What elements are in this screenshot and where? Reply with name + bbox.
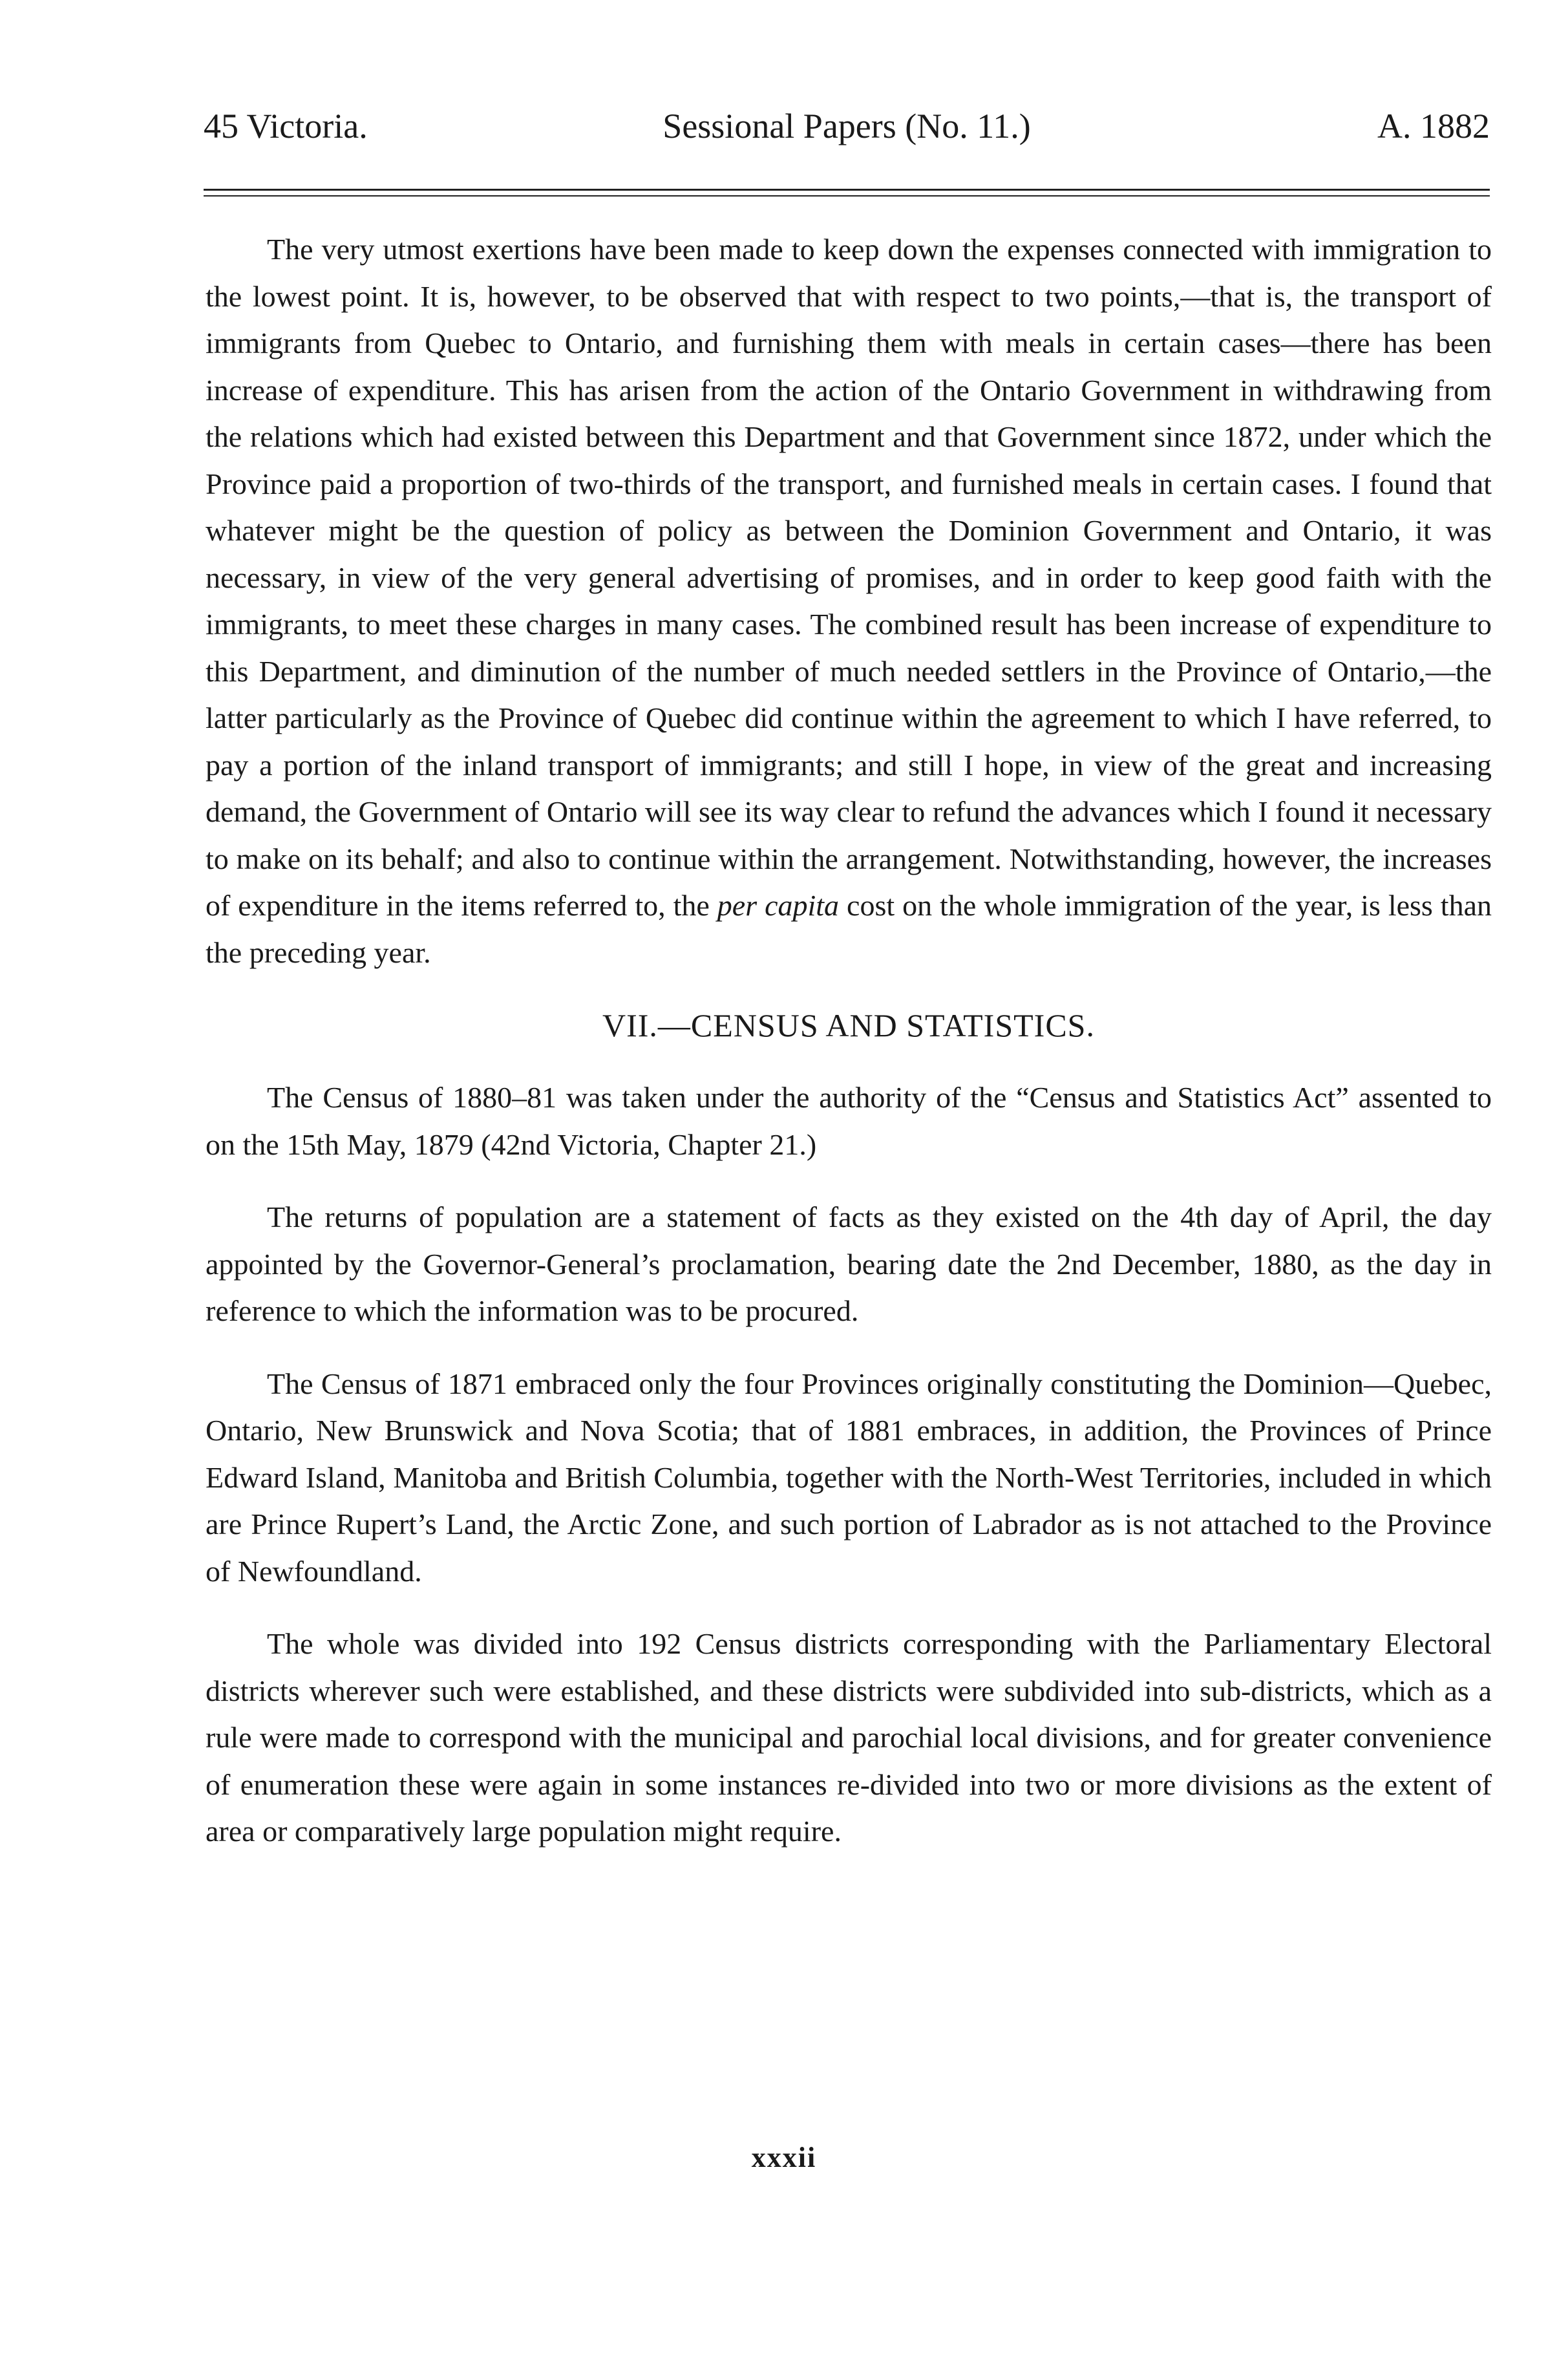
section-heading: VII.—CENSUS AND STATISTICS. [602, 1007, 1095, 1043]
paragraph-population-returns: The returns of population are a statement of facts as they existed on the 4th day of April, the day appointed by the Governor-General’s proclamation, bearing date the 2nd December, 1880, as the day in reference to which the information was to be procured. [206, 1200, 1492, 1327]
paragraph-census-act: The Census of 1880–81 was taken under the authority of the “Census and Statistics Act” assented to on the 15th May, 1879 (42nd Victoria, Chapter 21.) [206, 1081, 1492, 1161]
header-title: Sessional Papers (No. 11.) [662, 107, 1031, 145]
paragraph-text: cost on the whole immigration of the year, is less than the preceding year. [206, 889, 1492, 969]
paragraph-immigration-expenses [206, 226, 1492, 976]
header-year: A. 1882 [1377, 107, 1490, 145]
body-text [206, 226, 1492, 1855]
header-session: 45 Victoria. [204, 107, 368, 145]
page-number: xxxii [751, 2142, 817, 2173]
header-rule-secondary [204, 195, 1490, 197]
running-header [204, 97, 1490, 155]
paragraph-districts: The whole was divided into 192 Census districts corresponding with the Parliamentary Electoral districts wherever such were established, and these districts were subdivided into sub-districts, which as a rule were made to correspond with the municipal and parochial local divisions, and for greater convenience of enumeration these were again in some instances re-divided into two or more divisions as the extent of area or comparatively large population might require. [206, 1627, 1492, 1848]
italic-phrase: per capita [717, 889, 840, 922]
paragraph-provinces: The Census of 1871 embraced only the four Provinces originally constituting the Dominion—Quebec, Ontario, New Brunswick and Nova Scotia; that of 1881 embraces, in addition, the Provinces of Prince Edward Island, Manitoba and British Columbia, together with the North-West Territories, included in which are Prince Rupert’s Land, the Arctic Zone, and such portion of Labrador as is not attached to the Province of Newfoundland. [206, 1367, 1492, 1588]
paragraph-text: The very utmost exertions have been made to keep down the expenses connected with immigration to the lowest point. It is, however, to be observed that with respect to two points,—that is, the transport of immigrants from Quebec to Ontario, and furnishing them with meals in certain cases—there has been increase of expenditure. This has arisen from the action of the Ontario Government in withdrawing from the relations which had existed between this Department and that Government since 1872, under which the Province paid a proportion of two-thirds of the transport, and furnished meals in certain cases. I found that whatever might be the question of policy as between the Dominion Government and Ontario, it was necessary, in view of the very general advertising of promises, and in order to keep good faith with the immigrants, to meet these charges in many cases. The combined result has been increase of expenditure to this Department, and diminution of the number of much needed settlers in the Province of Ontario,—the latter particularly as the Province of Quebec did continue within the agreement to which I have referred, to pay a portion of the inland transport of immigrants; and still I hope, in view of the great and increasing demand, the Government of Ontario will see its way clear to refund the advances which I found it necessary to make on its behalf; and also to continue within the arrangement. Notwithstanding, however, the increases of expenditure in the items referred to, the [206, 233, 1492, 922]
header-rule [204, 189, 1490, 191]
